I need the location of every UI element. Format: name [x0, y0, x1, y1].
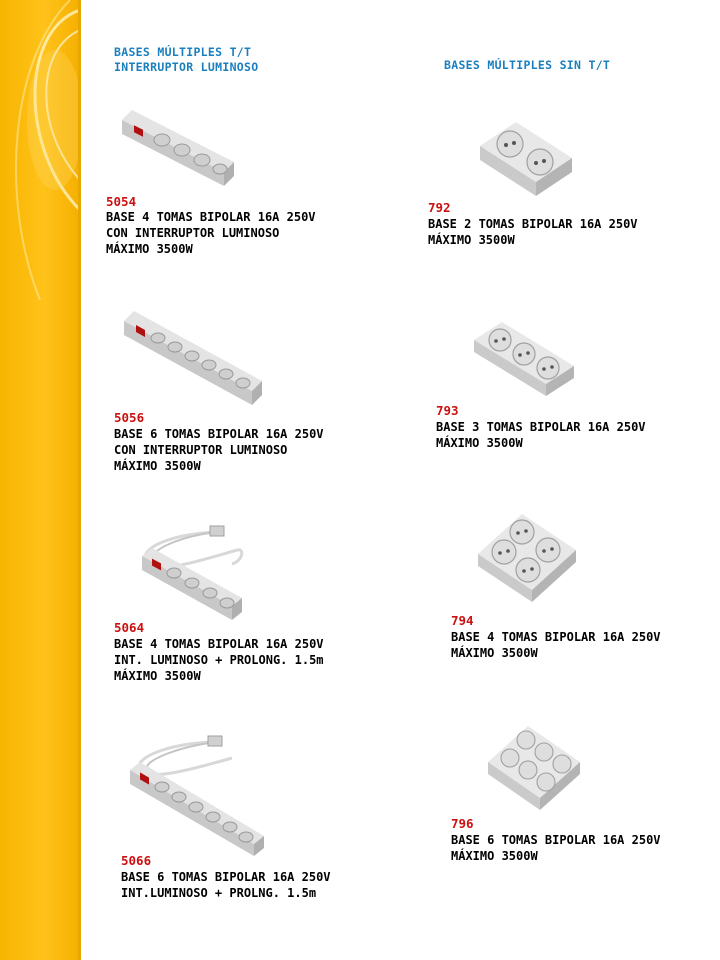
product-code: 793: [436, 403, 459, 418]
power-strip-6-switch-cable-image: [122, 730, 272, 860]
side-band: [0, 0, 80, 960]
product-description: [106, 209, 316, 257]
socket-block-2-image: [474, 118, 578, 198]
description-line: MÁXIMO 3500W: [114, 669, 201, 683]
description-line: MÁXIMO 3500W: [451, 646, 538, 660]
description-line: MÁXIMO 3500W: [428, 233, 515, 247]
product-code: 5054: [106, 194, 137, 209]
power-strip-6-switch-image: [118, 305, 268, 415]
description-line: BASE 6 TOMAS BIPOLAR 16A 250V: [121, 870, 331, 884]
description-line: CON INTERRUPTOR LUMINOSO: [106, 226, 280, 240]
power-strip-4-switch-cable-image: [132, 520, 262, 625]
product-code: 5056: [114, 410, 145, 425]
description-line: BASE 4 TOMAS BIPOLAR 16A 250V: [114, 637, 324, 651]
socket-block-4-image: [474, 510, 580, 605]
description-line: MÁXIMO 3500W: [436, 436, 523, 450]
description-line: BASE 6 TOMAS BIPOLAR 16A 250V: [114, 427, 324, 441]
product-description: [114, 426, 324, 474]
left-heading: [114, 45, 258, 75]
socket-block-3-image: [470, 318, 580, 398]
product-description: [436, 419, 646, 451]
side-band-edge: [78, 0, 81, 960]
product-code: 792: [428, 200, 451, 215]
product-description: [451, 832, 661, 864]
decorative-swirl-graphic: [0, 0, 80, 960]
power-strip-4-switch-image: [112, 100, 242, 196]
product-description: [114, 636, 324, 684]
product-description: [121, 869, 331, 901]
product-description: [428, 216, 638, 248]
description-line: BASE 2 TOMAS BIPOLAR 16A 250V: [428, 217, 638, 231]
right-heading: BASES MÚLTIPLES SIN T/T: [444, 58, 611, 72]
description-line: BASE 3 TOMAS BIPOLAR 16A 250V: [436, 420, 646, 434]
description-line: BASE 6 TOMAS BIPOLAR 16A 250V: [451, 833, 661, 847]
description-line: MÁXIMO 3500W: [106, 242, 193, 256]
left-heading-line: INTERRUPTOR LUMINOSO: [114, 60, 259, 74]
description-line: BASE 4 TOMAS BIPOLAR 16A 250V: [451, 630, 661, 644]
description-line: CON INTERRUPTOR LUMINOSO: [114, 443, 288, 457]
product-code: 5066: [121, 853, 152, 868]
description-line: INT. LUMINOSO + PROLONG. 1.5m: [114, 653, 324, 667]
description-line: INT.LUMINOSO + PROLNG. 1.5m: [121, 886, 317, 900]
description-line: MÁXIMO 3500W: [114, 459, 201, 473]
product-code: 5064: [114, 620, 145, 635]
product-code: 794: [451, 613, 474, 628]
left-heading-line: BASES MÚLTIPLES T/T: [114, 45, 252, 59]
socket-block-6-image: [484, 720, 584, 812]
product-description: [451, 629, 661, 661]
description-line: MÁXIMO 3500W: [451, 849, 538, 863]
description-line: BASE 4 TOMAS BIPOLAR 16A 250V: [106, 210, 316, 224]
product-code: 796: [451, 816, 474, 831]
